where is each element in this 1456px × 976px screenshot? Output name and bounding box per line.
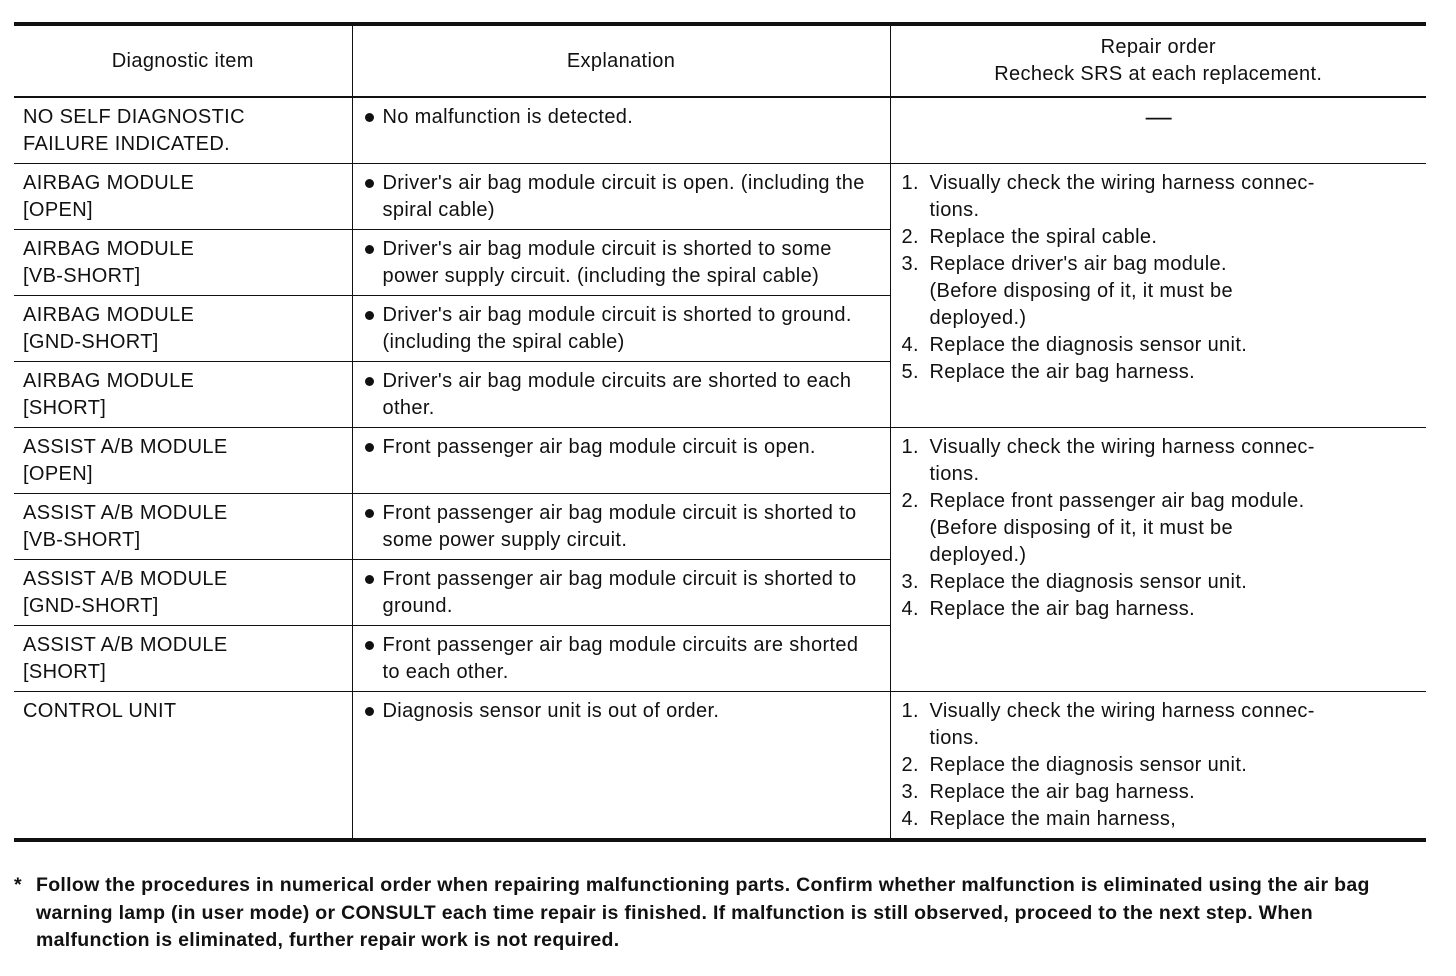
diagnostic-item-cell: AIRBAG MODULE [SHORT]: [14, 362, 352, 428]
explanation-text: Driver's air bag module circuit is open. (including the spiral cable): [382, 172, 865, 221]
header-repair-title: Repair order: [1100, 36, 1216, 58]
footnote-asterisk: *: [14, 874, 22, 896]
step-text: Replace the air bag harness.: [929, 361, 1196, 383]
step-text: Visually check the wiring harness connec- tions.: [929, 436, 1315, 485]
step-text: Visually check the wiring harness connec- tions.: [929, 700, 1315, 749]
diagnostic-item-cell: ASSIST A/B MODULE [GND-SHORT]: [14, 560, 352, 626]
repair-step: [900, 698, 1419, 752]
explanation-cell: [352, 230, 890, 296]
bullet-icon: [365, 311, 374, 320]
bullet-icon: [365, 179, 374, 188]
repair-cell-none: [890, 97, 1426, 164]
repair-step: [900, 224, 1419, 251]
step-text: Replace the diagnosis sensor unit.: [929, 571, 1248, 593]
srs-diagnostic-table: [14, 22, 1426, 842]
explanation-cell: [352, 560, 890, 626]
repair-cell-passenger: [890, 428, 1426, 692]
repair-step: [900, 434, 1419, 488]
step-text: Replace driver's air bag module. (Before disposing of it, it must be deployed.): [929, 253, 1233, 329]
explanation-cell: [352, 164, 890, 230]
table-row: [14, 428, 1426, 494]
repair-steps-driver: [900, 170, 1419, 386]
step-number: 2.: [901, 226, 919, 248]
bullet-icon: [365, 443, 374, 452]
diagnostic-item-cell: NO SELF DIAGNOSTIC FAILURE INDICATED.: [14, 97, 352, 164]
step-number: 1.: [901, 436, 919, 458]
repair-step: [900, 488, 1419, 569]
repair-step: [900, 170, 1419, 224]
header-repair-order: [890, 24, 1426, 97]
step-text: Replace the air bag harness.: [929, 598, 1196, 620]
bullet-icon: [365, 707, 374, 716]
header-repair-subtitle: Recheck SRS at each replacement.: [994, 63, 1323, 85]
explanation-text: Front passenger air bag module circuits are shorted to each other.: [382, 634, 859, 683]
repair-step: [900, 569, 1419, 596]
repair-step: [900, 359, 1419, 386]
diagnostic-table-sheet: [14, 22, 1426, 842]
explanation-cell: [352, 494, 890, 560]
explanation-text: Front passenger air bag module circuit is open.: [382, 436, 816, 458]
table-row: [14, 164, 1426, 230]
footnote-text: Follow the procedures in numerical order when repairing malfunctioning parts. Confirm whether malfunction is eliminated using the air bag warning lamp (in user mode) or CONSULT each time repair is finished. If malfunction is still observed, proceed to the next step. When malfunction is eliminated, further repair work is not required.: [36, 874, 1370, 951]
explanation-text: No malfunction is detected.: [382, 106, 634, 128]
explanation-cell: [352, 626, 890, 692]
step-number: 3.: [901, 253, 919, 275]
step-text: Visually check the wiring harness connec- tions.: [929, 172, 1315, 221]
repair-step: [900, 752, 1419, 779]
explanation-cell: [352, 362, 890, 428]
explanation-text: Diagnosis sensor unit is out of order.: [382, 700, 720, 722]
bullet-icon: [365, 113, 374, 122]
bullet-icon: [365, 641, 374, 650]
step-text: Replace front passenger air bag module. (Before disposing of it, it must be deployed.): [929, 490, 1305, 566]
header-explanation: Explanation: [352, 24, 890, 97]
table-row: [14, 97, 1426, 164]
bullet-icon: [365, 245, 374, 254]
step-number: 4.: [901, 334, 919, 356]
repair-step: [900, 332, 1419, 359]
diagnostic-item-cell: CONTROL UNIT: [14, 692, 352, 841]
step-number: 1.: [901, 172, 919, 194]
step-text: Replace the diagnosis sensor unit.: [929, 334, 1248, 356]
repair-steps-passenger: [900, 434, 1419, 623]
step-number: 3.: [901, 571, 919, 593]
step-number: 2.: [901, 754, 919, 776]
step-number: 1.: [901, 700, 919, 722]
explanation-text: Front passenger air bag module circuit is shorted to some power supply circuit.: [382, 502, 857, 551]
step-number: 3.: [901, 781, 919, 803]
table-row: [14, 692, 1426, 841]
header-diagnostic-item: Diagnostic item: [14, 24, 352, 97]
repair-cell-control: [890, 692, 1426, 841]
step-text: Replace the main harness,: [929, 808, 1177, 830]
diagnostic-item-cell: AIRBAG MODULE [VB-SHORT]: [14, 230, 352, 296]
explanation-cell: [352, 692, 890, 841]
explanation-text: Driver's air bag module circuits are shorted to each other.: [382, 370, 852, 419]
no-repair-dash: —: [1145, 101, 1172, 131]
explanation-cell: [352, 296, 890, 362]
repair-step: [900, 251, 1419, 332]
diagnostic-item-cell: ASSIST A/B MODULE [SHORT]: [14, 626, 352, 692]
step-number: 4.: [901, 808, 919, 830]
repair-step: [900, 779, 1419, 806]
step-number: 4.: [901, 598, 919, 620]
explanation-text: Driver's air bag module circuit is shorted to ground. (including the spiral cable): [382, 304, 852, 353]
explanation-text: Front passenger air bag module circuit is shorted to ground.: [382, 568, 857, 617]
step-number: 5.: [901, 361, 919, 383]
diagnostic-item-cell: AIRBAG MODULE [GND-SHORT]: [14, 296, 352, 362]
explanation-text: Driver's air bag module circuit is shorted to some power supply circuit. (including the spiral cable): [382, 238, 832, 287]
repair-steps-control: [900, 698, 1419, 833]
diagnostic-item-cell: AIRBAG MODULE [OPEN]: [14, 164, 352, 230]
step-text: Replace the air bag harness.: [929, 781, 1196, 803]
bullet-icon: [365, 509, 374, 518]
repair-step: [900, 596, 1419, 623]
explanation-cell: [352, 97, 890, 164]
diagnostic-item-cell: ASSIST A/B MODULE [VB-SHORT]: [14, 494, 352, 560]
footnote: [14, 872, 1426, 955]
bullet-icon: [365, 575, 374, 584]
repair-step: [900, 806, 1419, 833]
step-number: 2.: [901, 490, 919, 512]
step-text: Replace the spiral cable.: [929, 226, 1158, 248]
repair-cell-driver: [890, 164, 1426, 428]
bullet-icon: [365, 377, 374, 386]
diagnostic-item-cell: ASSIST A/B MODULE [OPEN]: [14, 428, 352, 494]
explanation-cell: [352, 428, 890, 494]
header-row: [14, 24, 1426, 97]
step-text: Replace the diagnosis sensor unit.: [929, 754, 1248, 776]
